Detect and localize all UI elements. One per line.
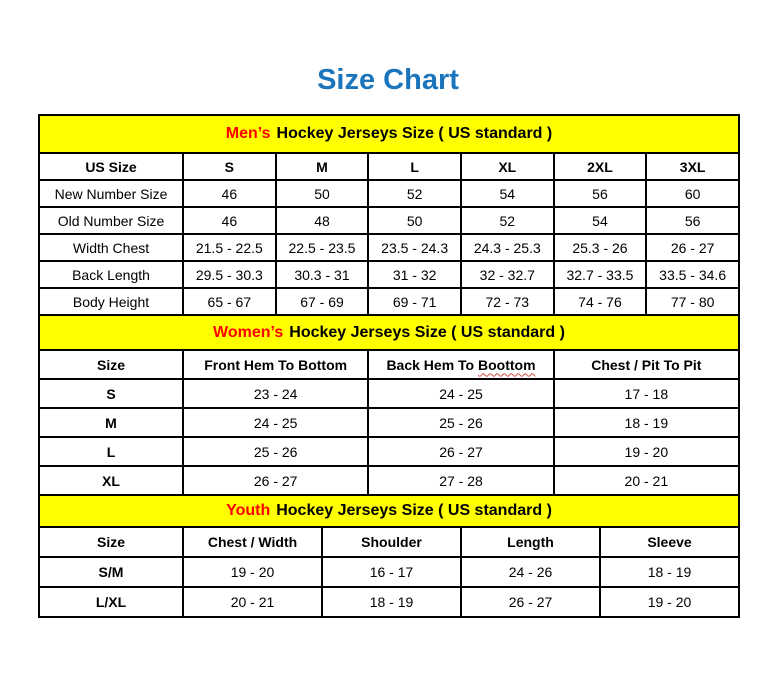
data-cell: 26 - 27 xyxy=(183,466,368,495)
data-cell: 25 - 26 xyxy=(368,408,553,437)
data-cell: 19 - 20 xyxy=(183,557,322,587)
table-row xyxy=(39,466,739,495)
column-header: M xyxy=(276,153,369,180)
data-cell: 17 - 18 xyxy=(554,379,739,408)
data-cell: 16 - 17 xyxy=(322,557,461,587)
mens-band-text: Hockey Jerseys Size ( US standard ) xyxy=(276,125,553,142)
data-cell: 26 - 27 xyxy=(461,587,600,617)
data-cell: 65 - 67 xyxy=(183,288,276,315)
data-cell: 18 - 19 xyxy=(600,557,739,587)
data-cell: 54 xyxy=(461,180,554,207)
data-cell: 56 xyxy=(554,180,647,207)
data-cell: 52 xyxy=(368,180,461,207)
row-label-cell: New Number Size xyxy=(39,180,183,207)
womens-size-table xyxy=(38,349,740,496)
data-cell: 32 - 32.7 xyxy=(461,261,554,288)
data-cell: 77 - 80 xyxy=(646,288,739,315)
mens-section-band xyxy=(38,114,740,154)
data-cell: 74 - 76 xyxy=(554,288,647,315)
row-label-cell: S/M xyxy=(39,557,183,587)
data-cell: 54 xyxy=(554,207,647,234)
column-header: 3XL xyxy=(646,153,739,180)
mens-band-highlight: Men’s xyxy=(225,125,271,142)
table-row xyxy=(39,379,739,408)
data-cell: 25.3 - 26 xyxy=(554,234,647,261)
column-header: US Size xyxy=(39,153,183,180)
data-cell: 69 - 71 xyxy=(368,288,461,315)
data-cell: 50 xyxy=(368,207,461,234)
data-cell: 22.5 - 23.5 xyxy=(276,234,369,261)
data-cell: 23 - 24 xyxy=(183,379,368,408)
data-cell: 50 xyxy=(276,180,369,207)
data-cell: 21.5 - 22.5 xyxy=(183,234,276,261)
row-label-cell: L xyxy=(39,437,183,466)
data-cell: 26 - 27 xyxy=(368,437,553,466)
data-cell: 24 - 25 xyxy=(183,408,368,437)
table-row xyxy=(39,207,739,234)
youth-size-section xyxy=(38,494,740,618)
data-cell: 20 - 21 xyxy=(554,466,739,495)
table-row xyxy=(39,234,739,261)
table-row xyxy=(39,180,739,207)
row-label-cell: Body Height xyxy=(39,288,183,315)
column-header: Front Hem To Bottom xyxy=(183,350,368,379)
column-header: Shoulder xyxy=(322,527,461,557)
womens-header-row xyxy=(39,350,739,379)
page-title: Size Chart xyxy=(317,64,459,96)
column-header: Size xyxy=(39,350,183,379)
data-cell: 18 - 19 xyxy=(322,587,461,617)
column-header: Length xyxy=(461,527,600,557)
table-row xyxy=(39,261,739,288)
youth-section-band xyxy=(38,494,740,528)
column-header: Size xyxy=(39,527,183,557)
data-cell: 31 - 32 xyxy=(368,261,461,288)
table-row xyxy=(39,557,739,587)
table-row xyxy=(39,288,739,315)
data-cell: 32.7 - 33.5 xyxy=(554,261,647,288)
column-header: XL xyxy=(461,153,554,180)
column-header: S xyxy=(183,153,276,180)
data-cell: 33.5 - 34.6 xyxy=(646,261,739,288)
data-cell: 23.5 - 24.3 xyxy=(368,234,461,261)
misspelled-word: Boottom xyxy=(477,356,536,373)
data-cell: 18 - 19 xyxy=(554,408,739,437)
mens-size-table xyxy=(38,152,740,316)
data-cell: 46 xyxy=(183,180,276,207)
youth-band-highlight: Youth xyxy=(226,502,271,519)
youth-header-row xyxy=(39,527,739,557)
column-header: Chest / Width xyxy=(183,527,322,557)
data-cell: 24 - 26 xyxy=(461,557,600,587)
table-row xyxy=(39,437,739,466)
column-header: L xyxy=(368,153,461,180)
column-header: Sleeve xyxy=(600,527,739,557)
womens-band-text: Hockey Jerseys Size ( US standard ) xyxy=(289,323,565,341)
data-cell: 29.5 - 30.3 xyxy=(183,261,276,288)
row-label-cell: Width Chest xyxy=(39,234,183,261)
column-header: Back Hem To Boottom xyxy=(368,350,553,379)
data-cell: 24 - 25 xyxy=(368,379,553,408)
data-cell: 56 xyxy=(646,207,739,234)
table-row xyxy=(39,408,739,437)
data-cell: 19 - 20 xyxy=(554,437,739,466)
youth-size-table xyxy=(38,526,740,618)
womens-section-band xyxy=(38,314,740,351)
data-cell: 24.3 - 25.3 xyxy=(461,234,554,261)
column-header: Chest / Pit To Pit xyxy=(554,350,739,379)
data-cell: 27 - 28 xyxy=(368,466,553,495)
table-row xyxy=(39,587,739,617)
row-label-cell: M xyxy=(39,408,183,437)
womens-band-highlight: Women’s xyxy=(213,323,284,341)
data-cell: 26 - 27 xyxy=(646,234,739,261)
data-cell: 46 xyxy=(183,207,276,234)
row-label-cell: Old Number Size xyxy=(39,207,183,234)
row-label-cell: S xyxy=(39,379,183,408)
womens-size-section xyxy=(38,314,740,496)
data-cell: 67 - 69 xyxy=(276,288,369,315)
data-cell: 20 - 21 xyxy=(183,587,322,617)
data-cell: 52 xyxy=(461,207,554,234)
data-cell: 48 xyxy=(276,207,369,234)
column-header: 2XL xyxy=(554,153,647,180)
row-label-cell: XL xyxy=(39,466,183,495)
row-label-cell: L/XL xyxy=(39,587,183,617)
youth-band-text: Hockey Jerseys Size ( US standard ) xyxy=(276,502,552,519)
mens-header-row xyxy=(39,153,739,180)
data-cell: 25 - 26 xyxy=(183,437,368,466)
data-cell: 19 - 20 xyxy=(600,587,739,617)
data-cell: 30.3 - 31 xyxy=(276,261,369,288)
data-cell: 60 xyxy=(646,180,739,207)
size-chart-tables xyxy=(38,114,740,618)
data-cell: 72 - 73 xyxy=(461,288,554,315)
row-label-cell: Back Length xyxy=(39,261,183,288)
mens-size-section xyxy=(38,114,740,316)
